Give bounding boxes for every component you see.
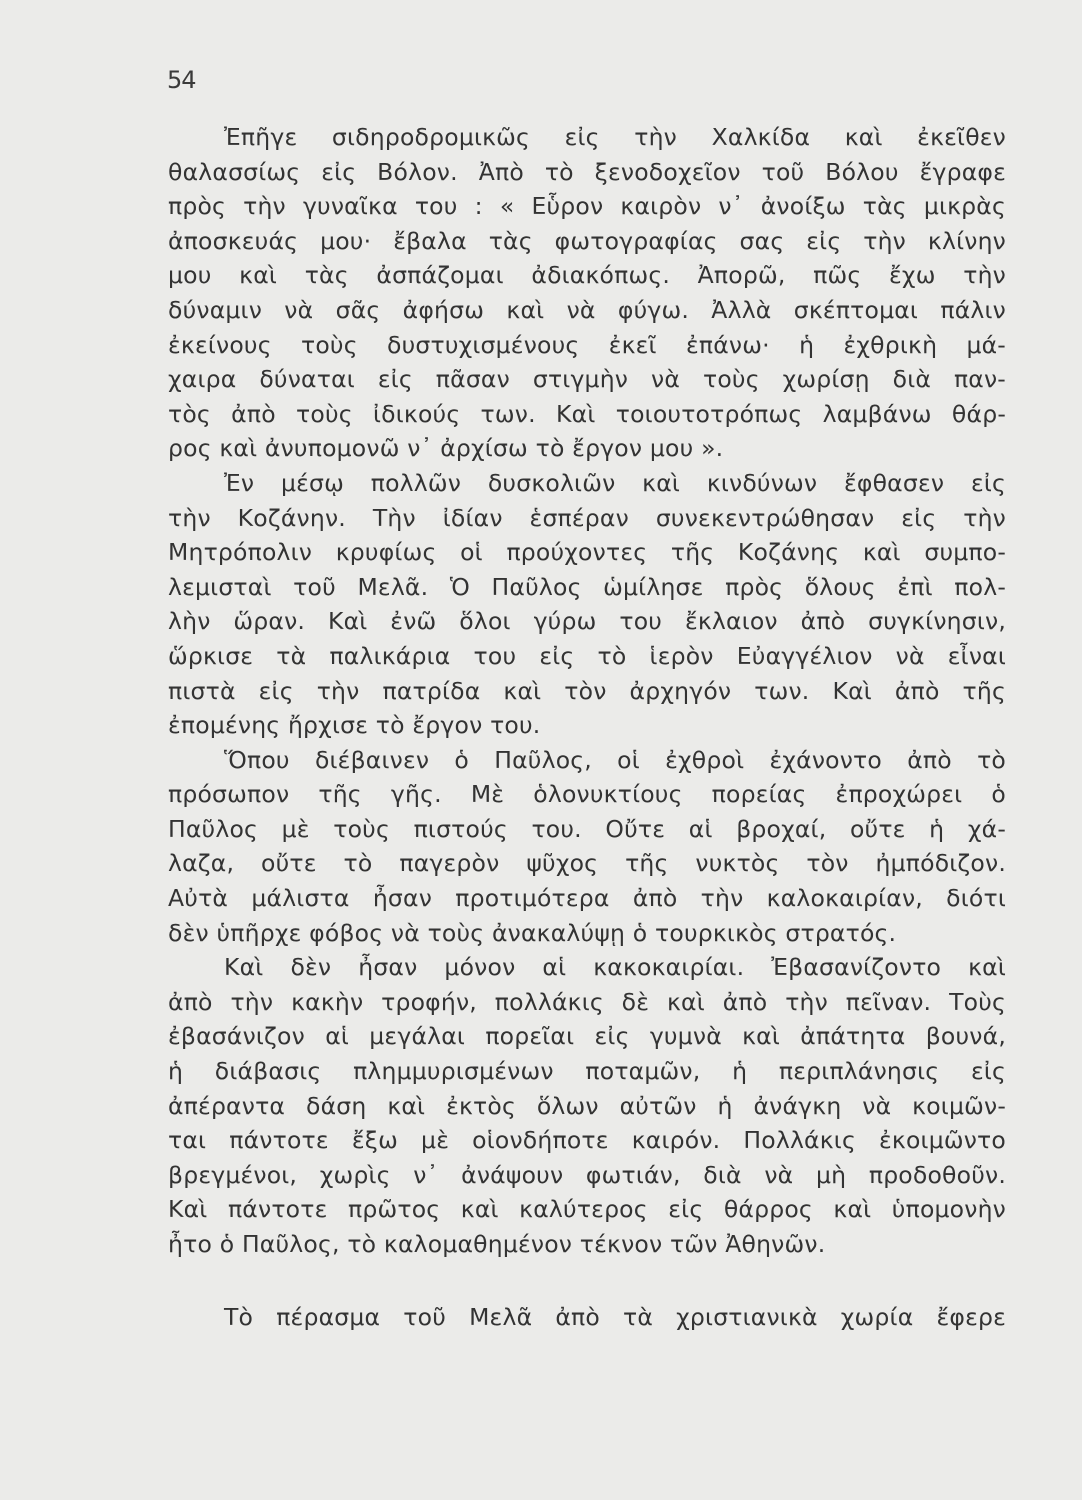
text-line: ἀπέραντα δάση καὶ ἐκτὸς ὅλων αὐτῶν ἡ ἀνάγκη νὰ κοιμῶν-	[168, 1091, 1006, 1120]
text-line: Ὅπου διέβαινεν ὁ Παῦλος, οἱ ἐχθροὶ ἐχάνοντο ἀπὸ τὸ	[224, 745, 1006, 774]
text-line: ἐπομένης ἤρχισε τὸ ἔργον του.	[168, 711, 541, 740]
text-line: θαλασσίως εἰς Βόλον. Ἀπὸ τὸ ξενοδοχεῖον τοῦ Βόλου ἔγραφε	[168, 157, 1006, 186]
text-line: ἀποσκευάς μου· ἔβαλα τὰς φωτογραφίας σας εἰς τὴν κλίνην	[168, 226, 1006, 255]
text-line: Παῦλος μὲ τοὺς πιστούς του. Οὔτε αἱ βροχαί, οὔτε ἡ χά-	[168, 814, 1006, 843]
text-line: ἡ διάβασις πλημμυρισμένων ποταμῶν, ἡ περιπλάνησις εἰς	[168, 1057, 1006, 1086]
paragraph	[168, 120, 1006, 466]
text-line: Ἐν μέσῳ πολλῶν δυσκολιῶν καὶ κινδύνων ἔφθασεν εἰς	[224, 468, 1006, 497]
text-line: δύναμιν νὰ σᾶς ἀφήσω καὶ νὰ φύγω. Ἀλλὰ σκέπτομαι πάλιν	[168, 295, 1006, 324]
text-line: Αὐτὰ μάλιστα ἦσαν προτιμότερα ἀπὸ τὴν καλοκαιρίαν, διότι	[168, 884, 1006, 913]
text-line: λεμισταὶ τοῦ Μελᾶ. Ὁ Παῦλος ὡμίλησε πρὸς ὅλους ἐπὶ πολ-	[168, 572, 1006, 601]
text-line: Καὶ πάντοτε πρῶτος καὶ καλύτερος εἰς θάρρος καὶ ὑπομονὴν	[168, 1195, 1006, 1224]
paragraph	[168, 466, 1006, 743]
text-line: βρεγμένοι, χωρὶς ν᾽ ἀνάψουν φωτιάν, διὰ νὰ μὴ προδοθοῦν.	[168, 1160, 1006, 1189]
text-line: Καὶ δὲν ἦσαν μόνον αἱ κακοκαιρίαι. Ἐβασανίζοντο καὶ	[224, 953, 1006, 982]
paragraph	[168, 1300, 1006, 1335]
text-line: Ἐπῆγε σιδηροδρομικῶς εἰς τὴν Χαλκίδα καὶ ἐκεῖθεν	[224, 123, 1006, 151]
text-line: ἐκείνους τοὺς δυστυχισμένους ἐκεῖ ἐπάνω· ἡ ἐχθρικὴ μά-	[168, 330, 1006, 359]
text-line: μου καὶ τὰς ἀσπάζομαι ἀδιακόπως. Ἀπορῶ, πῶς ἔχω τὴν	[168, 261, 1006, 290]
page-number: 54	[167, 66, 196, 94]
text-line: Τὸ πέρασμα τοῦ Μελᾶ ἀπὸ τὰ χριστιανικὰ χωρία ἔφερε	[224, 1302, 1006, 1331]
text-line: Μητρόπολιν κρυφίως οἱ προύχοντες τῆς Κοζάνης καὶ συμπο-	[168, 538, 1006, 567]
paragraph-gap	[168, 1262, 1006, 1300]
text-line: πρόσωπον τῆς γῆς. Μὲ ὁλονυκτίους πορείας ἐπροχώρει ὁ	[168, 780, 1006, 809]
text-line: ὥρκισε τὰ παλικάρια του εἰς τὸ ἱερὸν Εὐαγγέλιον νὰ εἶναι	[168, 641, 1006, 670]
text-line: τὴν Κοζάνην. Τὴν ἰδίαν ἑσπέραν συνεκεντρώθησαν εἰς τὴν	[168, 503, 1006, 532]
text-line: δὲν ὑπῆρχε φόβος νὰ τοὺς ἀνακαλύψῃ ὁ τουρκικὸς στρατός.	[168, 918, 897, 947]
paragraph	[168, 743, 1006, 951]
body-text	[168, 120, 1006, 1334]
text-line: ται πάντοτε ἔξω μὲ οἱονδήποτε καιρόν. Πολλάκις ἐκοιμῶντο	[168, 1126, 1006, 1155]
text-line: ἐβασάνιζον αἱ μεγάλαι πορεῖαι εἰς γυμνὰ καὶ ἀπάτητα βουνά,	[168, 1022, 1006, 1051]
text-line: τὸς ἀπὸ τοὺς ἰδικούς των. Καὶ τοιουτοτρόπως λαμβάνω θάρ-	[168, 399, 1006, 428]
text-line: λαζα, οὔτε τὸ παγερὸν ψῦχος τῆς νυκτὸς τὸν ἠμπόδιζον.	[168, 849, 1006, 878]
text-line: πιστὰ εἰς τὴν πατρίδα καὶ τὸν ἀρχηγόν των. Καὶ ἀπὸ τῆς	[168, 676, 1006, 705]
text-line: ἀπὸ τὴν κακὴν τροφήν, πολλάκις δὲ καὶ ἀπὸ τὴν πεῖναν. Τοὺς	[168, 987, 1006, 1016]
text-line: χαιρα δύναται εἰς πᾶσαν στιγμὴν νὰ τοὺς χωρίσῃ διὰ παν-	[168, 365, 1006, 394]
paragraph	[168, 950, 1006, 1261]
text-line: ἦτο ὁ Παῦλος, τὸ καλομαθημένον τέκνον τῶν Ἀθηνῶν.	[168, 1230, 826, 1258]
text-line: πρὸς τὴν γυναῖκα του : « Εὗρον καιρὸν ν᾽ ἀνοίξω τὰς μικρὰς	[168, 192, 1006, 221]
text-line: ρος καὶ ἀνυπομονῶ ν᾽ ἀρχίσω τὸ ἔργον μου ».	[168, 434, 724, 463]
text-line: λὴν ὥραν. Καὶ ἐνῶ ὅλοι γύρω του ἔκλαιον ἀπὸ συγκίνησιν,	[168, 607, 1006, 636]
